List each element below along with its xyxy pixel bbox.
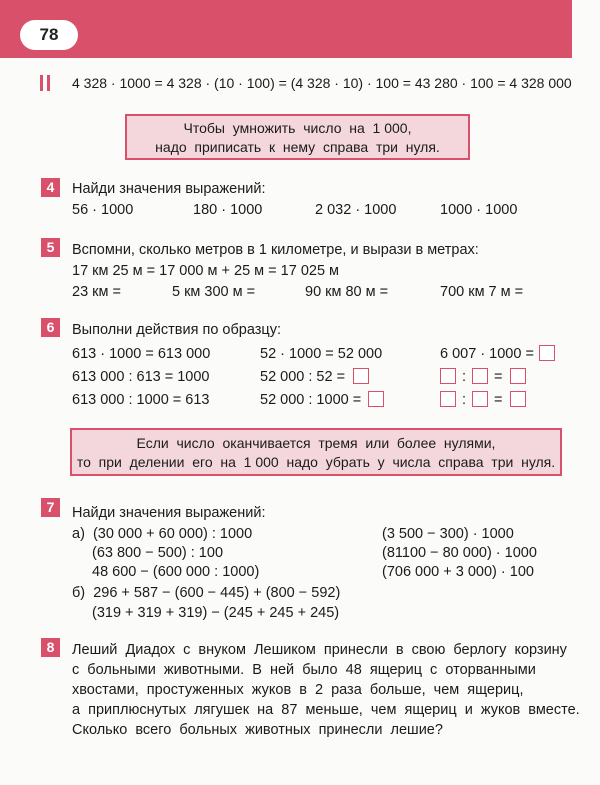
example: 17 км 25 м = 17 000 м + 25 м = 17 025 м <box>72 263 340 279</box>
expression: 90 км 80 м = <box>305 284 389 300</box>
rule-line: надо приписать к нему справа три нуля. <box>155 139 440 155</box>
expression: 52 000 : 52 = <box>260 369 346 385</box>
equals-sign: = <box>494 369 503 385</box>
task-number: 5 <box>41 238 60 257</box>
intro-equation: 4 328 · 1000 = 4 328 · (10 · 100) = (4 328 · 10) · 100 = 43 280 · 100 = 4 328 000 <box>72 75 572 91</box>
answer-box[interactable] <box>472 391 488 407</box>
colon-sign: : <box>462 392 467 408</box>
answer-box[interactable] <box>353 368 369 384</box>
section-marker <box>40 75 43 91</box>
task-number: 8 <box>41 638 60 657</box>
expression: 2 032 · 1000 <box>315 202 397 218</box>
header-band <box>0 0 572 58</box>
example: 613 · 1000 = 613 000 <box>72 346 211 362</box>
expression: а) (30 000 + 60 000) : 1000 <box>72 526 253 542</box>
answer-box[interactable] <box>368 391 384 407</box>
expression: 52 · 1000 = 52 000 <box>260 346 383 362</box>
rule-line: то при делении его на 1 000 надо убрать у числа справа три нуля. <box>76 454 556 470</box>
example: 613 000 : 613 = 1000 <box>72 369 210 385</box>
expression: 52 000 : 1000 = <box>260 392 362 408</box>
task-number: 4 <box>41 178 60 197</box>
expression: 700 км 7 м = <box>440 284 524 300</box>
answer-box[interactable] <box>440 368 456 384</box>
answer-box[interactable] <box>510 368 526 384</box>
expression: (81100 − 80 000) · 1000 <box>382 545 537 561</box>
rule-box-multiply <box>125 114 470 160</box>
task-title: Найди значения выражений: <box>72 181 266 197</box>
rule-box-divide <box>70 428 562 476</box>
expression: (706 000 + 3 000) · 100 <box>382 564 534 580</box>
answer-box[interactable] <box>510 391 526 407</box>
expression: 5 км 300 м = <box>172 284 256 300</box>
expression: 6 007 · 1000 = <box>440 346 534 362</box>
problem-text: Леший Диадох с внуком Лешиком принесли в свою берлогу корзину <box>72 642 567 658</box>
expression: 56 · 1000 <box>72 202 134 218</box>
task-title: Найди значения выражений: <box>72 505 266 521</box>
equals-sign: = <box>494 392 503 408</box>
page-number: 78 <box>20 20 78 50</box>
expression: (319 + 319 + 319) − (245 + 245 + 245) <box>92 605 340 621</box>
problem-text: а приплюснутых лягушек на 87 меньше, чем ящериц и жуков вместе. <box>72 702 580 718</box>
colon-sign: : <box>462 369 467 385</box>
problem-text: хвостами, простуженных жуков в 2 раза больше, чем ящериц, <box>72 682 524 698</box>
answer-box[interactable] <box>539 345 555 361</box>
task-title: Выполни действия по образцу: <box>72 322 281 338</box>
example: 613 000 : 1000 = 613 <box>72 392 210 408</box>
answer-box[interactable] <box>440 391 456 407</box>
task-title: Вспомни, сколько метров в 1 километре, и вырази в метрах: <box>72 242 479 258</box>
expression: (3 500 − 300) · 1000 <box>382 526 514 542</box>
expression: 1000 · 1000 <box>440 202 518 218</box>
expression: б) 296 + 587 − (600 − 445) + (800 − 592) <box>72 585 341 601</box>
problem-text: с больными животными. В ней было 48 ящериц с оторванными <box>72 662 536 678</box>
expression: 48 600 − (600 000 : 1000) <box>92 564 260 580</box>
expression: 180 · 1000 <box>193 202 263 218</box>
expression: (63 800 − 500) : 100 <box>92 545 224 561</box>
rule-line: Если число оканчивается тремя или более нулями, <box>136 435 496 451</box>
problem-text: Сколько всего больных животных принесли лешие? <box>72 722 443 738</box>
task-number: 7 <box>41 498 60 517</box>
section-marker <box>47 75 50 91</box>
answer-box[interactable] <box>472 368 488 384</box>
rule-line: Чтобы умножить число на 1 000, <box>183 120 412 136</box>
expression: 23 км = <box>72 284 121 300</box>
task-number: 6 <box>41 318 60 337</box>
